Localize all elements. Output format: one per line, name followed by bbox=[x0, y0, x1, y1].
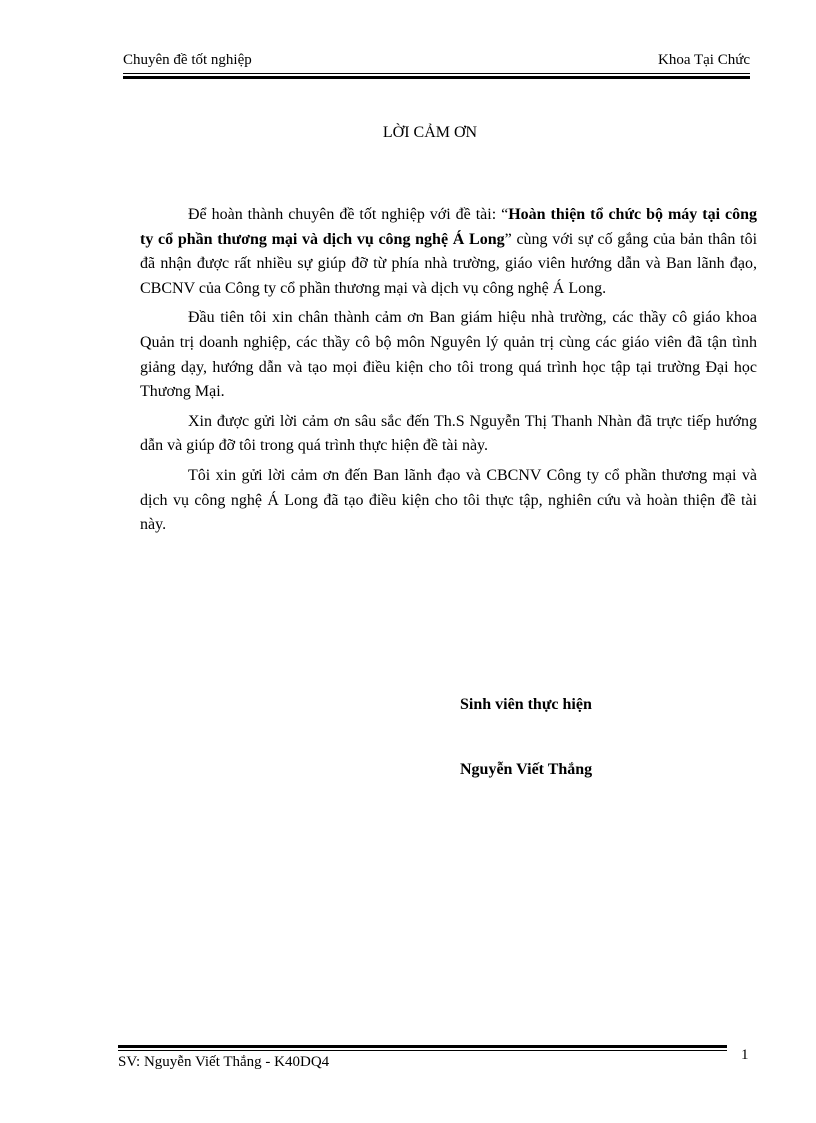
header-divider bbox=[123, 73, 750, 79]
paragraph-3: Xin được gửi lời cảm ơn sâu sắc đến Th.S Nguyễn Thị Thanh Nhàn đã trực tiếp hướng dẫn và giúp đỡ tôi trong quá trình thực hiện đề tài này. bbox=[140, 412, 757, 455]
page-title: LỜI CẢM ƠN bbox=[382, 124, 478, 141]
signature-role: Sinh viên thực hiện bbox=[460, 696, 592, 713]
paragraph-1-intro: Để hoàn thành chuyên đề tốt nghiệp với đề tài: “ bbox=[188, 206, 509, 223]
thesis-title: Hoàn thiện tổ chức bộ máy tại công ty cổ phần thương mại và dịch vụ công nghệ Á Long bbox=[140, 206, 758, 248]
page-number: 1 bbox=[741, 1047, 749, 1063]
paragraph-2: Đầu tiên tôi xin chân thành cảm ơn Ban giám hiệu nhà trường, các thầy cô giáo khoa Quản trị doanh nghiệp, các thầy cô bộ môn Nguyên lý quản trị cùng các giáo viên đã tận tình giảng dạy, hướng dẫn và tạo mọi điều kiện cho tôi trong quá trình học tập tại trường Đại học Thương Mại. bbox=[140, 309, 757, 401]
document-body bbox=[140, 203, 757, 543]
footer-divider bbox=[118, 1045, 727, 1051]
paragraph-1 bbox=[140, 203, 757, 301]
header-left: Chuyên đề tốt nghiệp bbox=[123, 52, 252, 68]
paragraph-4: Tôi xin gửi lời cảm ơn đến Ban lãnh đạo và CBCNV Công ty cổ phần thương mại và dịch vụ công nghệ Á Long đã tạo điều kiện cho tôi thực tập, nghiên cứu và hoàn thiện đề tài này. bbox=[140, 466, 757, 534]
signature-name: Nguyễn Viết Thắng bbox=[460, 761, 593, 778]
paragraph-1-rest: ” cùng với sự cố gắng của bản thân tôi đã nhận được rất nhiều sự giúp đỡ từ phía nhà trường, giáo viên hướng dẫn và Ban lãnh đạo, CBCNV của Công ty cổ phần thương mại và dịch vụ công nghệ Á Long. bbox=[140, 230, 758, 297]
page-header bbox=[123, 52, 750, 69]
header-right: Khoa Tại Chức bbox=[658, 52, 750, 68]
footer-left: SV: Nguyễn Viết Thắng - K40DQ4 bbox=[118, 1054, 330, 1070]
